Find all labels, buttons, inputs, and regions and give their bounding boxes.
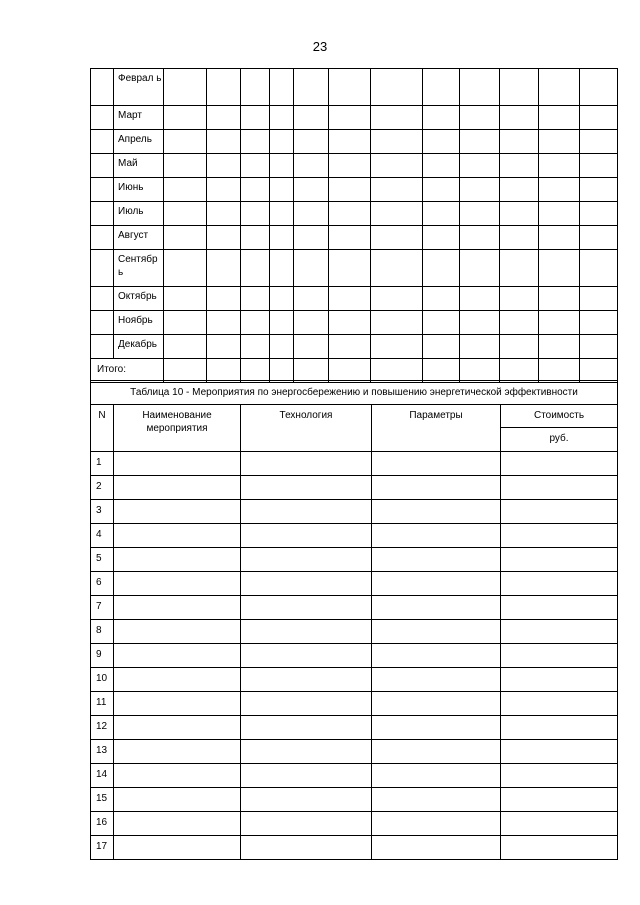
value-cell	[241, 250, 270, 287]
value-cell	[460, 178, 500, 202]
value-cell	[207, 250, 241, 287]
value-cell	[539, 106, 580, 130]
value-cell	[207, 335, 241, 359]
month-row	[91, 130, 618, 154]
value-cell	[329, 130, 371, 154]
value-cell	[270, 69, 294, 106]
cost-cell	[501, 524, 618, 548]
cost-cell	[501, 572, 618, 596]
row-index-cell	[91, 106, 114, 130]
value-cell	[423, 130, 460, 154]
measure-name-cell	[114, 692, 241, 716]
total-cell	[329, 359, 371, 383]
technology-cell	[241, 620, 372, 644]
value-cell	[270, 226, 294, 250]
value-cell	[500, 311, 539, 335]
value-cell	[329, 250, 371, 287]
row-number: 13	[91, 740, 114, 764]
measure-name-cell	[114, 668, 241, 692]
cost-cell	[501, 764, 618, 788]
value-cell	[294, 130, 329, 154]
row-number: 12	[91, 716, 114, 740]
measure-name-cell	[114, 764, 241, 788]
row-number: 1	[91, 452, 114, 476]
month-row	[91, 335, 618, 359]
value-cell	[270, 154, 294, 178]
measure-row	[91, 740, 618, 764]
value-cell	[423, 335, 460, 359]
parameters-cell	[372, 692, 501, 716]
total-cell	[270, 359, 294, 383]
month-row	[91, 287, 618, 311]
row-number: 4	[91, 524, 114, 548]
value-cell	[241, 335, 270, 359]
value-cell	[294, 106, 329, 130]
value-cell	[329, 226, 371, 250]
value-cell	[164, 130, 207, 154]
value-cell	[539, 335, 580, 359]
value-cell	[329, 154, 371, 178]
parameters-cell	[372, 548, 501, 572]
row-number: 5	[91, 548, 114, 572]
month-row	[91, 69, 618, 106]
measure-row	[91, 764, 618, 788]
row-number: 7	[91, 596, 114, 620]
parameters-cell	[372, 596, 501, 620]
month-label: Декабрь	[114, 335, 164, 359]
measure-row	[91, 524, 618, 548]
value-cell	[500, 287, 539, 311]
value-cell	[207, 311, 241, 335]
measure-row	[91, 692, 618, 716]
value-cell	[580, 130, 618, 154]
value-cell	[270, 335, 294, 359]
parameters-cell	[372, 452, 501, 476]
cost-cell	[501, 692, 618, 716]
measure-row	[91, 476, 618, 500]
value-cell	[539, 226, 580, 250]
month-row	[91, 106, 618, 130]
value-cell	[371, 69, 423, 106]
technology-cell	[241, 716, 372, 740]
cost-cell	[501, 740, 618, 764]
cost-cell	[501, 548, 618, 572]
month-label: Август	[114, 226, 164, 250]
cost-cell	[501, 788, 618, 812]
value-cell	[580, 202, 618, 226]
row-number: 11	[91, 692, 114, 716]
value-cell	[241, 154, 270, 178]
value-cell	[423, 250, 460, 287]
value-cell	[500, 202, 539, 226]
value-cell	[539, 69, 580, 106]
technology-cell	[241, 668, 372, 692]
value-cell	[241, 202, 270, 226]
value-cell	[580, 250, 618, 287]
measure-row	[91, 836, 618, 860]
value-cell	[460, 106, 500, 130]
value-cell	[329, 106, 371, 130]
value-cell	[539, 130, 580, 154]
total-cell	[423, 359, 460, 383]
parameters-cell	[372, 524, 501, 548]
value-cell	[329, 178, 371, 202]
month-label: Апрель	[114, 130, 164, 154]
value-cell	[270, 250, 294, 287]
cost-cell	[501, 644, 618, 668]
value-cell	[423, 178, 460, 202]
value-cell	[207, 178, 241, 202]
technology-cell	[241, 596, 372, 620]
value-cell	[580, 287, 618, 311]
total-cell	[580, 359, 618, 383]
value-cell	[294, 202, 329, 226]
parameters-cell	[372, 476, 501, 500]
value-cell	[164, 311, 207, 335]
value-cell	[164, 178, 207, 202]
month-row	[91, 202, 618, 226]
row-index-cell	[91, 226, 114, 250]
total-cell	[164, 359, 207, 383]
value-cell	[460, 287, 500, 311]
month-label: Июль	[114, 202, 164, 226]
value-cell	[539, 311, 580, 335]
total-cell	[294, 359, 329, 383]
month-label: Сентябр ь	[114, 250, 164, 287]
value-cell	[423, 106, 460, 130]
parameters-cell	[372, 764, 501, 788]
month-row	[91, 178, 618, 202]
value-cell	[460, 250, 500, 287]
parameters-cell	[372, 812, 501, 836]
parameters-cell	[372, 740, 501, 764]
total-cell	[241, 359, 270, 383]
value-cell	[241, 69, 270, 106]
value-cell	[329, 335, 371, 359]
parameters-cell	[372, 788, 501, 812]
value-cell	[371, 226, 423, 250]
measure-name-cell	[114, 644, 241, 668]
month-label: Май	[114, 154, 164, 178]
month-row	[91, 154, 618, 178]
value-cell	[207, 154, 241, 178]
value-cell	[294, 287, 329, 311]
measure-row	[91, 644, 618, 668]
value-cell	[371, 154, 423, 178]
header-n: N	[91, 405, 114, 452]
row-number: 15	[91, 788, 114, 812]
value-cell	[294, 226, 329, 250]
measure-name-cell	[114, 788, 241, 812]
measure-name-cell	[114, 716, 241, 740]
cost-cell	[501, 812, 618, 836]
measure-name-cell	[114, 836, 241, 860]
measure-row	[91, 500, 618, 524]
value-cell	[423, 202, 460, 226]
measure-row	[91, 596, 618, 620]
total-cell	[207, 359, 241, 383]
measures-table	[90, 380, 618, 860]
measure-row	[91, 452, 618, 476]
total-cell	[539, 359, 580, 383]
value-cell	[164, 106, 207, 130]
cost-cell	[501, 596, 618, 620]
row-number: 6	[91, 572, 114, 596]
cost-cell	[501, 716, 618, 740]
row-index-cell	[91, 311, 114, 335]
technology-cell	[241, 812, 372, 836]
value-cell	[371, 311, 423, 335]
row-number: 17	[91, 836, 114, 860]
technology-cell	[241, 500, 372, 524]
total-row	[91, 359, 618, 383]
month-row	[91, 226, 618, 250]
total-cell	[500, 359, 539, 383]
measure-name-cell	[114, 476, 241, 500]
row-number: 8	[91, 620, 114, 644]
value-cell	[580, 69, 618, 106]
value-cell	[207, 69, 241, 106]
cost-cell	[501, 452, 618, 476]
total-label: Итого:	[91, 359, 164, 383]
row-index-cell	[91, 250, 114, 287]
measure-name-cell	[114, 812, 241, 836]
parameters-cell	[372, 572, 501, 596]
header-name: Наименование мероприятия	[114, 405, 241, 452]
value-cell	[164, 226, 207, 250]
header-parameters: Параметры	[372, 405, 501, 452]
cost-cell	[501, 500, 618, 524]
value-cell	[423, 226, 460, 250]
value-cell	[270, 287, 294, 311]
value-cell	[241, 178, 270, 202]
row-number: 16	[91, 812, 114, 836]
row-index-cell	[91, 178, 114, 202]
value-cell	[164, 335, 207, 359]
row-number: 10	[91, 668, 114, 692]
value-cell	[580, 178, 618, 202]
measure-name-cell	[114, 572, 241, 596]
parameters-cell	[372, 620, 501, 644]
value-cell	[371, 250, 423, 287]
value-cell	[241, 287, 270, 311]
value-cell	[371, 287, 423, 311]
value-cell	[164, 202, 207, 226]
value-cell	[500, 69, 539, 106]
value-cell	[371, 106, 423, 130]
measure-row	[91, 668, 618, 692]
month-label: Октябрь	[114, 287, 164, 311]
technology-cell	[241, 524, 372, 548]
value-cell	[580, 311, 618, 335]
technology-cell	[241, 764, 372, 788]
value-cell	[460, 130, 500, 154]
value-cell	[423, 69, 460, 106]
technology-cell	[241, 572, 372, 596]
value-cell	[371, 178, 423, 202]
value-cell	[371, 335, 423, 359]
technology-cell	[241, 836, 372, 860]
month-label: Март	[114, 106, 164, 130]
value-cell	[539, 250, 580, 287]
measure-name-cell	[114, 740, 241, 764]
value-cell	[580, 154, 618, 178]
row-number: 2	[91, 476, 114, 500]
value-cell	[294, 178, 329, 202]
value-cell	[500, 335, 539, 359]
value-cell	[500, 154, 539, 178]
value-cell	[164, 69, 207, 106]
measure-name-cell	[114, 548, 241, 572]
technology-cell	[241, 692, 372, 716]
value-cell	[207, 202, 241, 226]
value-cell	[371, 202, 423, 226]
value-cell	[294, 154, 329, 178]
value-cell	[270, 130, 294, 154]
value-cell	[329, 287, 371, 311]
value-cell	[423, 287, 460, 311]
value-cell	[164, 154, 207, 178]
value-cell	[241, 226, 270, 250]
value-cell	[329, 69, 371, 106]
value-cell	[500, 106, 539, 130]
value-cell	[270, 178, 294, 202]
measure-row	[91, 716, 618, 740]
measure-name-cell	[114, 524, 241, 548]
header-cost-unit: руб.	[501, 428, 618, 452]
page-number: 23	[312, 39, 328, 54]
value-cell	[164, 287, 207, 311]
technology-cell	[241, 548, 372, 572]
total-cell	[460, 359, 500, 383]
row-number: 14	[91, 764, 114, 788]
value-cell	[241, 130, 270, 154]
value-cell	[270, 202, 294, 226]
value-cell	[207, 106, 241, 130]
value-cell	[270, 106, 294, 130]
value-cell	[539, 154, 580, 178]
value-cell	[580, 335, 618, 359]
value-cell	[500, 250, 539, 287]
value-cell	[460, 335, 500, 359]
value-cell	[241, 311, 270, 335]
parameters-cell	[372, 716, 501, 740]
technology-cell	[241, 644, 372, 668]
value-cell	[423, 311, 460, 335]
cost-cell	[501, 668, 618, 692]
row-number: 3	[91, 500, 114, 524]
value-cell	[460, 202, 500, 226]
value-cell	[294, 311, 329, 335]
value-cell	[294, 69, 329, 106]
value-cell	[500, 130, 539, 154]
value-cell	[539, 287, 580, 311]
value-cell	[423, 154, 460, 178]
measure-name-cell	[114, 452, 241, 476]
value-cell	[207, 226, 241, 250]
parameters-cell	[372, 500, 501, 524]
value-cell	[539, 202, 580, 226]
measure-name-cell	[114, 620, 241, 644]
month-label: Ноябрь	[114, 311, 164, 335]
month-label: Феврал ь	[114, 69, 164, 106]
measure-name-cell	[114, 500, 241, 524]
parameters-cell	[372, 668, 501, 692]
cost-cell	[501, 620, 618, 644]
value-cell	[460, 311, 500, 335]
value-cell	[329, 311, 371, 335]
row-index-cell	[91, 202, 114, 226]
row-index-cell	[91, 287, 114, 311]
parameters-cell	[372, 644, 501, 668]
value-cell	[580, 226, 618, 250]
value-cell	[207, 130, 241, 154]
value-cell	[329, 202, 371, 226]
technology-cell	[241, 788, 372, 812]
cost-cell	[501, 836, 618, 860]
value-cell	[500, 178, 539, 202]
technology-cell	[241, 476, 372, 500]
month-row	[91, 250, 618, 287]
measure-name-cell	[114, 596, 241, 620]
table-caption: Таблица 10 - Мероприятия по энергосбережению и повышению энергетической эффективности	[91, 381, 618, 405]
month-label: Июнь	[114, 178, 164, 202]
measure-row	[91, 620, 618, 644]
value-cell	[539, 178, 580, 202]
value-cell	[294, 335, 329, 359]
total-cell	[371, 359, 423, 383]
row-index-cell	[91, 69, 114, 106]
row-number: 9	[91, 644, 114, 668]
technology-cell	[241, 740, 372, 764]
cost-cell	[501, 476, 618, 500]
header-technology: Технология	[241, 405, 372, 452]
measure-row	[91, 788, 618, 812]
value-cell	[460, 154, 500, 178]
row-index-cell	[91, 335, 114, 359]
measure-row	[91, 572, 618, 596]
value-cell	[371, 130, 423, 154]
value-cell	[207, 287, 241, 311]
technology-cell	[241, 452, 372, 476]
measure-row	[91, 548, 618, 572]
value-cell	[270, 311, 294, 335]
header-cost: Стоимость	[501, 405, 618, 428]
month-row	[91, 311, 618, 335]
parameters-cell	[372, 836, 501, 860]
measure-row	[91, 812, 618, 836]
row-index-cell	[91, 154, 114, 178]
value-cell	[294, 250, 329, 287]
value-cell	[580, 106, 618, 130]
value-cell	[241, 106, 270, 130]
months-table	[90, 68, 618, 383]
value-cell	[164, 250, 207, 287]
value-cell	[500, 226, 539, 250]
value-cell	[460, 69, 500, 106]
row-index-cell	[91, 130, 114, 154]
value-cell	[460, 226, 500, 250]
